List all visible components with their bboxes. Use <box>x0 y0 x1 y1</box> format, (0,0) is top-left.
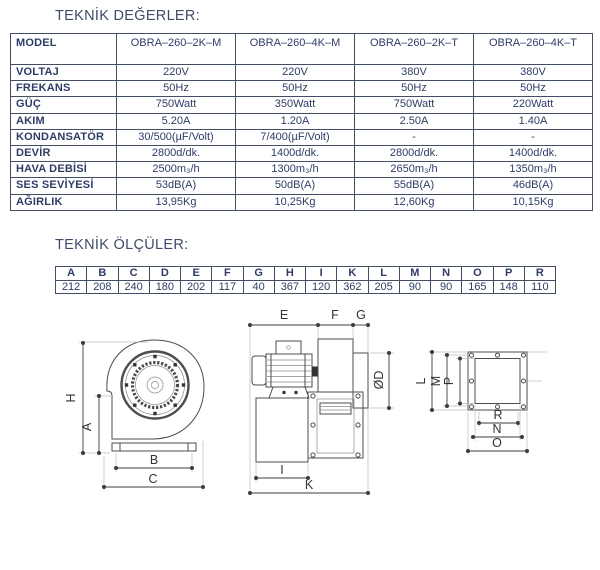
spec-row-label: AKIM <box>11 113 117 129</box>
technical-drawings <box>0 300 600 570</box>
dimensions-value-row <box>56 280 556 294</box>
spec-cell: 50Hz <box>236 81 355 97</box>
motor-terminal-box <box>276 341 301 354</box>
spec-cell: 12,60Kg <box>355 194 474 210</box>
flange-outline <box>468 352 527 410</box>
dim-key: I <box>306 267 337 281</box>
spec-header-model: MODEL <box>11 34 117 65</box>
dim-key: O <box>462 267 493 281</box>
dim-value: 90 <box>399 280 430 294</box>
dim-key: D <box>149 267 180 281</box>
section-title-technical-dimensions: TEKNİK ÖLÇÜLER: <box>55 237 189 253</box>
housing-side-panel <box>256 398 308 462</box>
section-title-technical-values: TEKNİK DEĞERLER: <box>55 8 200 24</box>
table-row <box>11 113 593 129</box>
spec-cell: 1300m₃/h <box>236 162 355 178</box>
spec-cell: 750Watt <box>117 97 236 113</box>
table-row <box>11 162 593 178</box>
spec-model-name: OBRA–260–2K–M <box>117 34 236 65</box>
spec-cell: 7/400(µF/Volt) <box>236 129 355 145</box>
dim-value: 362 <box>337 280 368 294</box>
dim-key: A <box>56 267 87 281</box>
dim-label-L: L <box>414 377 428 385</box>
dim-value: 148 <box>493 280 524 294</box>
table-row <box>11 129 593 145</box>
dim-value: 120 <box>306 280 337 294</box>
spec-cell: 220Watt <box>474 97 593 113</box>
dim-key: L <box>368 267 399 281</box>
dim-label-C: C <box>148 472 158 486</box>
dim-key: N <box>431 267 462 281</box>
spec-cell: 1.40A <box>474 113 593 129</box>
dim-key: K <box>337 267 368 281</box>
dim-label-N: N <box>492 422 502 436</box>
spec-row-label: FREKANS <box>11 81 117 97</box>
dim-key: C <box>118 267 149 281</box>
dim-label-E: E <box>279 308 289 322</box>
spec-cell: 10,25Kg <box>236 194 355 210</box>
dim-value: 180 <box>149 280 180 294</box>
dim-value: 40 <box>243 280 274 294</box>
spec-cell: 13,95Kg <box>117 194 236 210</box>
dim-label-K: K <box>304 478 314 492</box>
motor-bracket <box>269 387 309 398</box>
spec-cell: 220V <box>117 65 236 81</box>
dim-key: B <box>87 267 118 281</box>
spec-row-label: AĞIRLIK <box>11 194 117 210</box>
dim-label-G: G <box>356 308 366 322</box>
dim-value: 90 <box>431 280 462 294</box>
dimensions-header-row <box>56 267 556 281</box>
spec-cell: 46dB(A) <box>474 178 593 194</box>
dim-key: R <box>524 267 555 281</box>
spec-cell: 1350m₃/h <box>474 162 593 178</box>
dim-label-M: M <box>429 375 443 387</box>
fan-side-view-drawing <box>64 340 204 491</box>
dim-value: 202 <box>181 280 212 294</box>
outlet-duct <box>318 339 353 392</box>
spec-cell: 350Watt <box>236 97 355 113</box>
outlet-flange-plate <box>308 392 363 458</box>
spec-cell: 1.20A <box>236 113 355 129</box>
spec-cell: 380V <box>474 65 593 81</box>
dim-key: F <box>212 267 243 281</box>
dim-key: G <box>243 267 274 281</box>
dim-key: H <box>274 267 305 281</box>
table-row <box>11 145 593 161</box>
dim-label-A: A <box>80 422 94 432</box>
dim-label-B: B <box>149 453 159 467</box>
outlet-grille <box>320 403 351 414</box>
spec-row-label: KONDANSATÖR <box>11 129 117 145</box>
dim-value: 240 <box>118 280 149 294</box>
spec-cell: 750Watt <box>355 97 474 113</box>
dim-label-OD: ØD <box>372 370 386 390</box>
spec-row-label: SES SEVİYESİ <box>11 178 117 194</box>
dim-key: E <box>181 267 212 281</box>
spec-cell: 2650m₃/h <box>355 162 474 178</box>
inlet-ring <box>353 353 368 408</box>
dim-label-I: I <box>280 463 284 477</box>
spec-model-name: OBRA–260–4K–M <box>236 34 355 65</box>
dim-label-P: P <box>442 376 456 386</box>
motor-shaft <box>312 367 318 377</box>
spec-cell: - <box>355 129 474 145</box>
spec-header-row <box>11 34 593 65</box>
spec-table <box>10 33 593 211</box>
dim-value: 110 <box>524 280 555 294</box>
spec-model-name: OBRA–260–2K–T <box>355 34 474 65</box>
spec-cell: 55dB(A) <box>355 178 474 194</box>
spec-row-label: VOLTAJ <box>11 65 117 81</box>
fan-front-view-drawing <box>250 308 394 493</box>
spec-cell: 50Hz <box>355 81 474 97</box>
spec-row-label: GÜÇ <box>11 97 117 113</box>
spec-cell: 1400d/dk. <box>474 145 593 161</box>
dim-label-F: F <box>331 308 339 322</box>
spec-row-label: DEVİR <box>11 145 117 161</box>
spec-cell: 2800d/dk. <box>117 145 236 161</box>
table-row <box>11 97 593 113</box>
spec-row-label: HAVA DEBİSİ <box>11 162 117 178</box>
table-row <box>11 194 593 210</box>
spec-cell: 220V <box>236 65 355 81</box>
spec-cell: 30/500(µF/Volt) <box>117 129 236 145</box>
dim-value: 367 <box>274 280 305 294</box>
spec-cell: 5.20A <box>117 113 236 129</box>
dim-value: 212 <box>56 280 87 294</box>
spec-cell: - <box>474 129 593 145</box>
dimensions-table <box>55 266 556 294</box>
table-row <box>11 65 593 81</box>
spec-cell: 50Hz <box>117 81 236 97</box>
dim-key: M <box>399 267 430 281</box>
spec-cell: 50dB(A) <box>236 178 355 194</box>
spec-cell: 2500m₃/h <box>117 162 236 178</box>
spec-cell: 10,15Kg <box>474 194 593 210</box>
dim-label-H: H <box>64 393 78 403</box>
spec-model-name: OBRA–260–4K–T <box>474 34 593 65</box>
spec-cell: 2800d/dk. <box>355 145 474 161</box>
spec-cell: 380V <box>355 65 474 81</box>
table-row <box>11 81 593 97</box>
dim-value: 165 <box>462 280 493 294</box>
motor-end-cap <box>252 356 266 385</box>
spec-cell: 53dB(A) <box>117 178 236 194</box>
spec-cell: 1400d/dk. <box>236 145 355 161</box>
spec-cell: 50Hz <box>474 81 593 97</box>
outlet-flange-view-drawing <box>414 352 547 455</box>
table-row <box>11 178 593 194</box>
dim-value: 208 <box>87 280 118 294</box>
dim-label-R: R <box>493 408 503 422</box>
dim-value: 117 <box>212 280 243 294</box>
dim-label-O: O <box>492 436 502 450</box>
spec-cell: 2.50A <box>355 113 474 129</box>
dim-value: 205 <box>368 280 399 294</box>
dim-key: P <box>493 267 524 281</box>
